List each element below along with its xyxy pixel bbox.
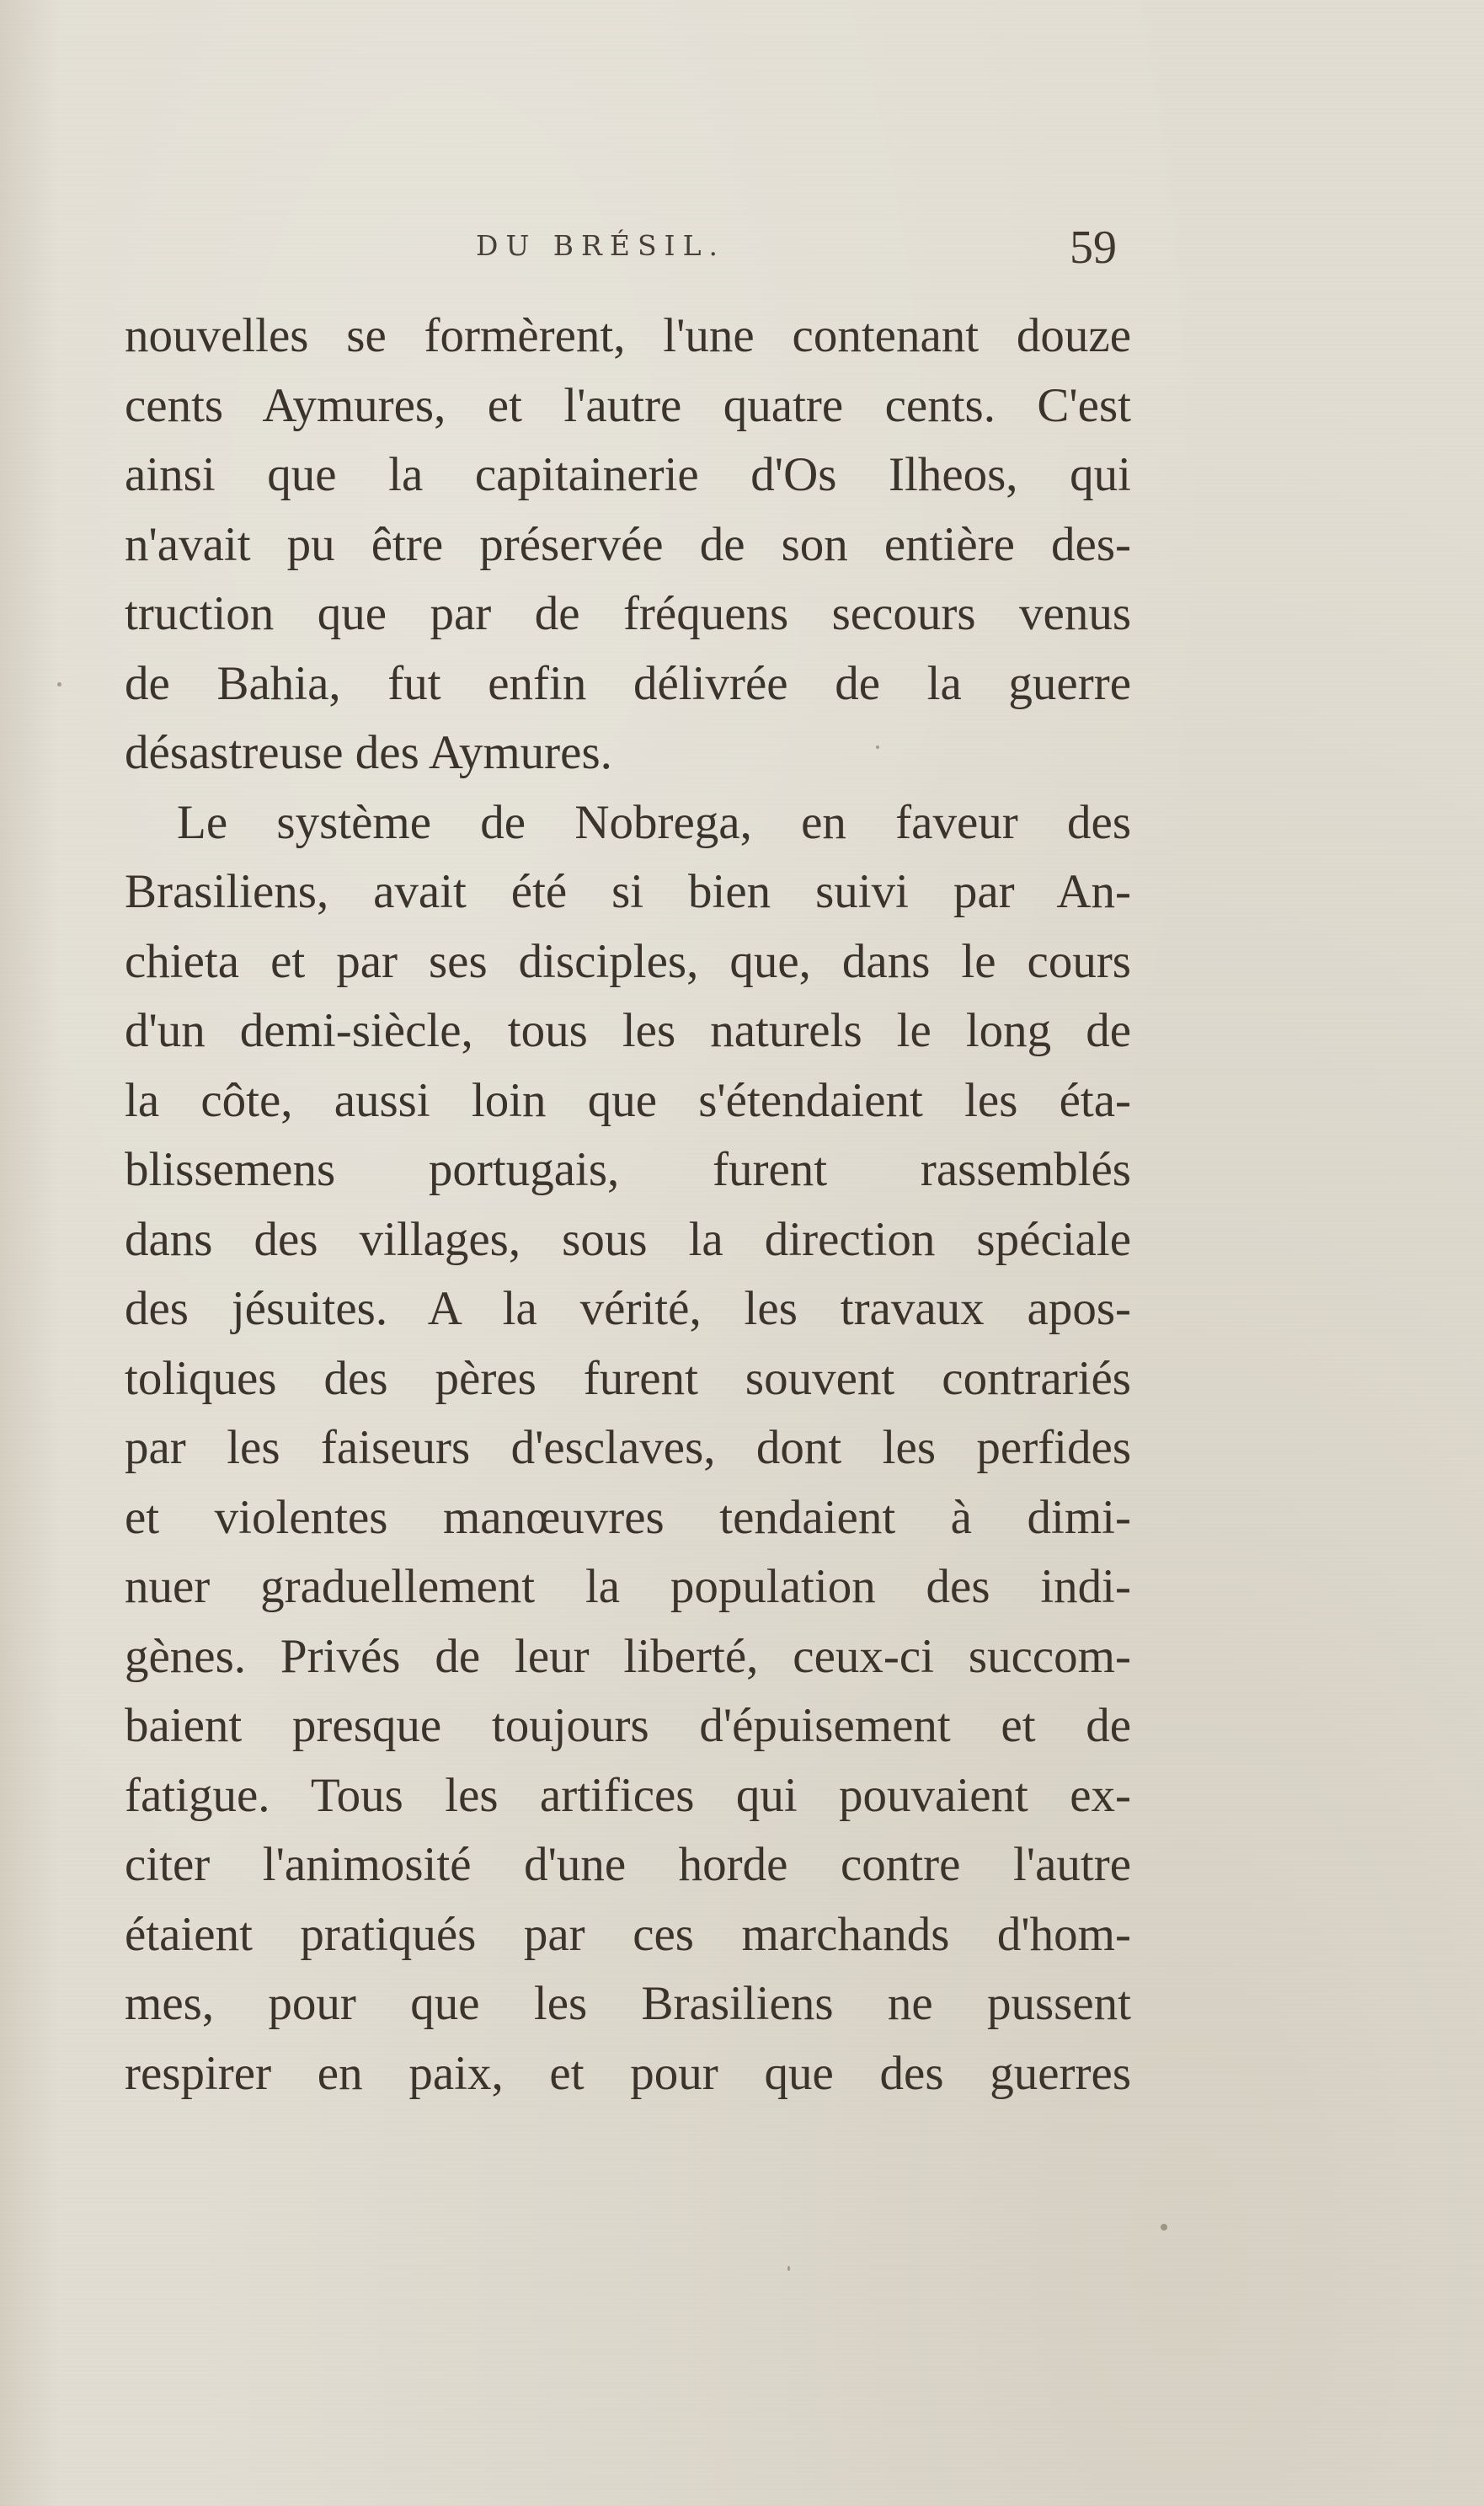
body-text bbox=[125, 302, 1131, 2108]
running-head: DU BRÉSIL. bbox=[476, 229, 725, 262]
text-line: fatigue. Tous les artifices qui pouvaient ex- bbox=[125, 1768, 1131, 1822]
text-line: la côte, aussi loin que s'étendaient les éta- bbox=[125, 1073, 1131, 1127]
text-line: cents Aymures, et l'autre quatre cents. C'est bbox=[125, 378, 1131, 432]
text-line: baient presque toujours d'épuisement et de bbox=[125, 1699, 1131, 1752]
text-line: respirer en paix, et pour que des guerres bbox=[125, 2046, 1131, 2100]
text-line: n'avait pu être préservée de son entière des- bbox=[125, 517, 1131, 571]
page-number: 59 bbox=[1070, 222, 1117, 274]
text-line: étaient pratiqués par ces marchands d'hom- bbox=[125, 1907, 1131, 1961]
text-line: gènes. Privés de leur liberté, ceux-ci succom- bbox=[125, 1629, 1131, 1683]
text-line: truction que par de fréquens secours venus bbox=[125, 587, 1131, 640]
paper-speck bbox=[787, 2266, 790, 2271]
text-line: et violentes manœuvres tendaient à dimi- bbox=[125, 1490, 1131, 1544]
text-line: désastreuse des Aymures. bbox=[125, 726, 612, 779]
text-line: d'un demi-siècle, tous les naturels le long de bbox=[125, 1004, 1131, 1057]
paper-speck bbox=[1161, 2224, 1167, 2231]
text-line: des jésuites. A la vérité, les travaux apos- bbox=[125, 1282, 1131, 1335]
text-line: de Bahia, fut enfin délivrée de la guerre bbox=[125, 656, 1131, 710]
text-line: chieta et par ses disciples, que, dans le cours bbox=[125, 934, 1131, 988]
text-line: nuer graduellement la population des indi- bbox=[125, 1560, 1131, 1613]
text-line: blissemens portugais, furent rassemblés bbox=[125, 1143, 1131, 1196]
text-line: Le système de Nobrega, en faveur des bbox=[177, 795, 1131, 849]
text-line: ainsi que la capitainerie d'Os Ilheos, qui bbox=[125, 448, 1131, 501]
paper-speck bbox=[57, 682, 61, 687]
text-line: Brasiliens, avait été si bien suivi par An- bbox=[125, 865, 1131, 918]
text-line: nouvelles se formèrent, l'une contenant douze bbox=[125, 309, 1131, 362]
text-line: dans des villages, sous la direction spéciale bbox=[125, 1212, 1131, 1266]
text-line: par les faiseurs d'esclaves, dont les perfides bbox=[125, 1421, 1131, 1474]
page-edge-shadow bbox=[0, 0, 59, 2506]
paper-speck bbox=[876, 745, 879, 749]
text-line: toliques des pères furent souvent contrariés bbox=[125, 1351, 1131, 1405]
text-line: citer l'animosité d'une horde contre l'autre bbox=[125, 1838, 1131, 1891]
text-line: mes, pour que les Brasiliens ne pussent bbox=[125, 1977, 1131, 2030]
